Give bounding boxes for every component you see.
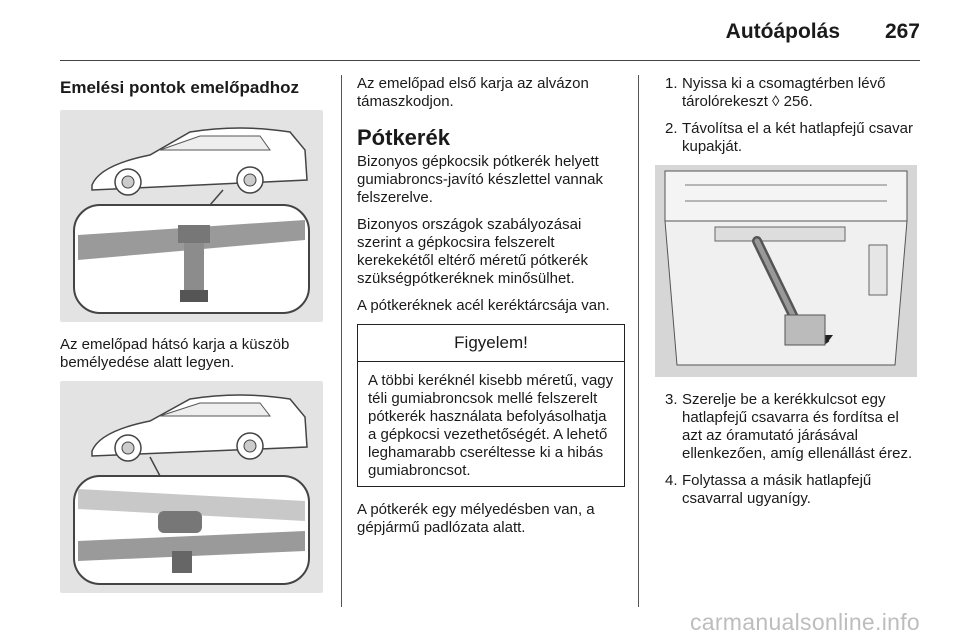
step-number: 4.: [665, 472, 678, 489]
car-lift-front-illustration: [60, 110, 323, 322]
warning-text: A többi keréknél kisebb méretű, vagy téli gumiabroncsok mellé felszerelt pótkerék használata befolyásolhatja a gépkocsi vezethetőségét. A lehető leghamarabb cseréltesse ki a hibás gumiabroncsot.: [368, 372, 614, 479]
rear-arm-caption: Az emelőpad hátsó karja a küszöb bemélyedése alatt legyen.: [60, 336, 290, 371]
step-text: Folytassa a másik hatlapfejű csavarral ugyanígy.: [682, 472, 872, 507]
column-divider: [341, 75, 342, 607]
step-text: Szerelje be a kerékkulcsot egy hatlapfejű csavarra és fordítsa el azt az óramutató járásával ellenkezően, amíg ellenállást érez.: [682, 391, 913, 462]
list-item: [655, 120, 920, 156]
lifting-points-heading: Emelési pontok emelőpadhoz: [60, 78, 299, 97]
spare-wheel-heading: Pótkerék: [357, 125, 450, 150]
list-item: [655, 391, 920, 463]
steps-list: [655, 391, 920, 508]
column-right: [655, 75, 920, 517]
trunk-wrench-illustration: [655, 165, 917, 377]
step-number: 3.: [665, 391, 678, 408]
warning-title: Figyelem!: [358, 325, 624, 362]
column-left: [60, 75, 325, 593]
list-item: [655, 472, 920, 508]
section-title: Autóápolás: [725, 20, 840, 43]
steps-list: [655, 75, 920, 156]
page-header: [0, 0, 960, 62]
front-arm-text: Az emelőpad első karja az alvázon támaszkodjon.: [357, 75, 589, 110]
car-lift-rear-illustration: [60, 381, 323, 593]
paragraph: Bizonyos gépkocsik pótkerék helyett gumiabroncs-javító készlettel vannak felszerelve.: [357, 153, 603, 206]
page-number: 267: [884, 20, 920, 43]
paragraph: A pótkerék egy mélyedésben van, a gépjármű padlózata alatt.: [357, 501, 595, 536]
paragraph: Bizonyos országok szabályozásai szerint a gépkocsira felszerelt kerekekétől eltérő méretű pótkerék szükségpótkeréknek minősülhet.: [357, 216, 588, 287]
step-text: Távolítsa el a két hatlapfejű csavar kupakját.: [682, 120, 913, 155]
column-divider: [638, 75, 639, 607]
paragraph: A pótkeréknek acél keréktárcsája van.: [357, 297, 610, 314]
step-number: 1.: [665, 75, 678, 92]
watermark: carmanualsonline.info: [689, 609, 920, 635]
list-item: [655, 75, 920, 111]
column-middle: [357, 75, 625, 546]
warning-box: [357, 324, 625, 487]
step-number: 2.: [665, 120, 678, 137]
step-text: Nyissa ki a csomagtérben lévő tárolórekeszt ◊ 256.: [682, 75, 886, 110]
header-rule: [60, 60, 920, 61]
